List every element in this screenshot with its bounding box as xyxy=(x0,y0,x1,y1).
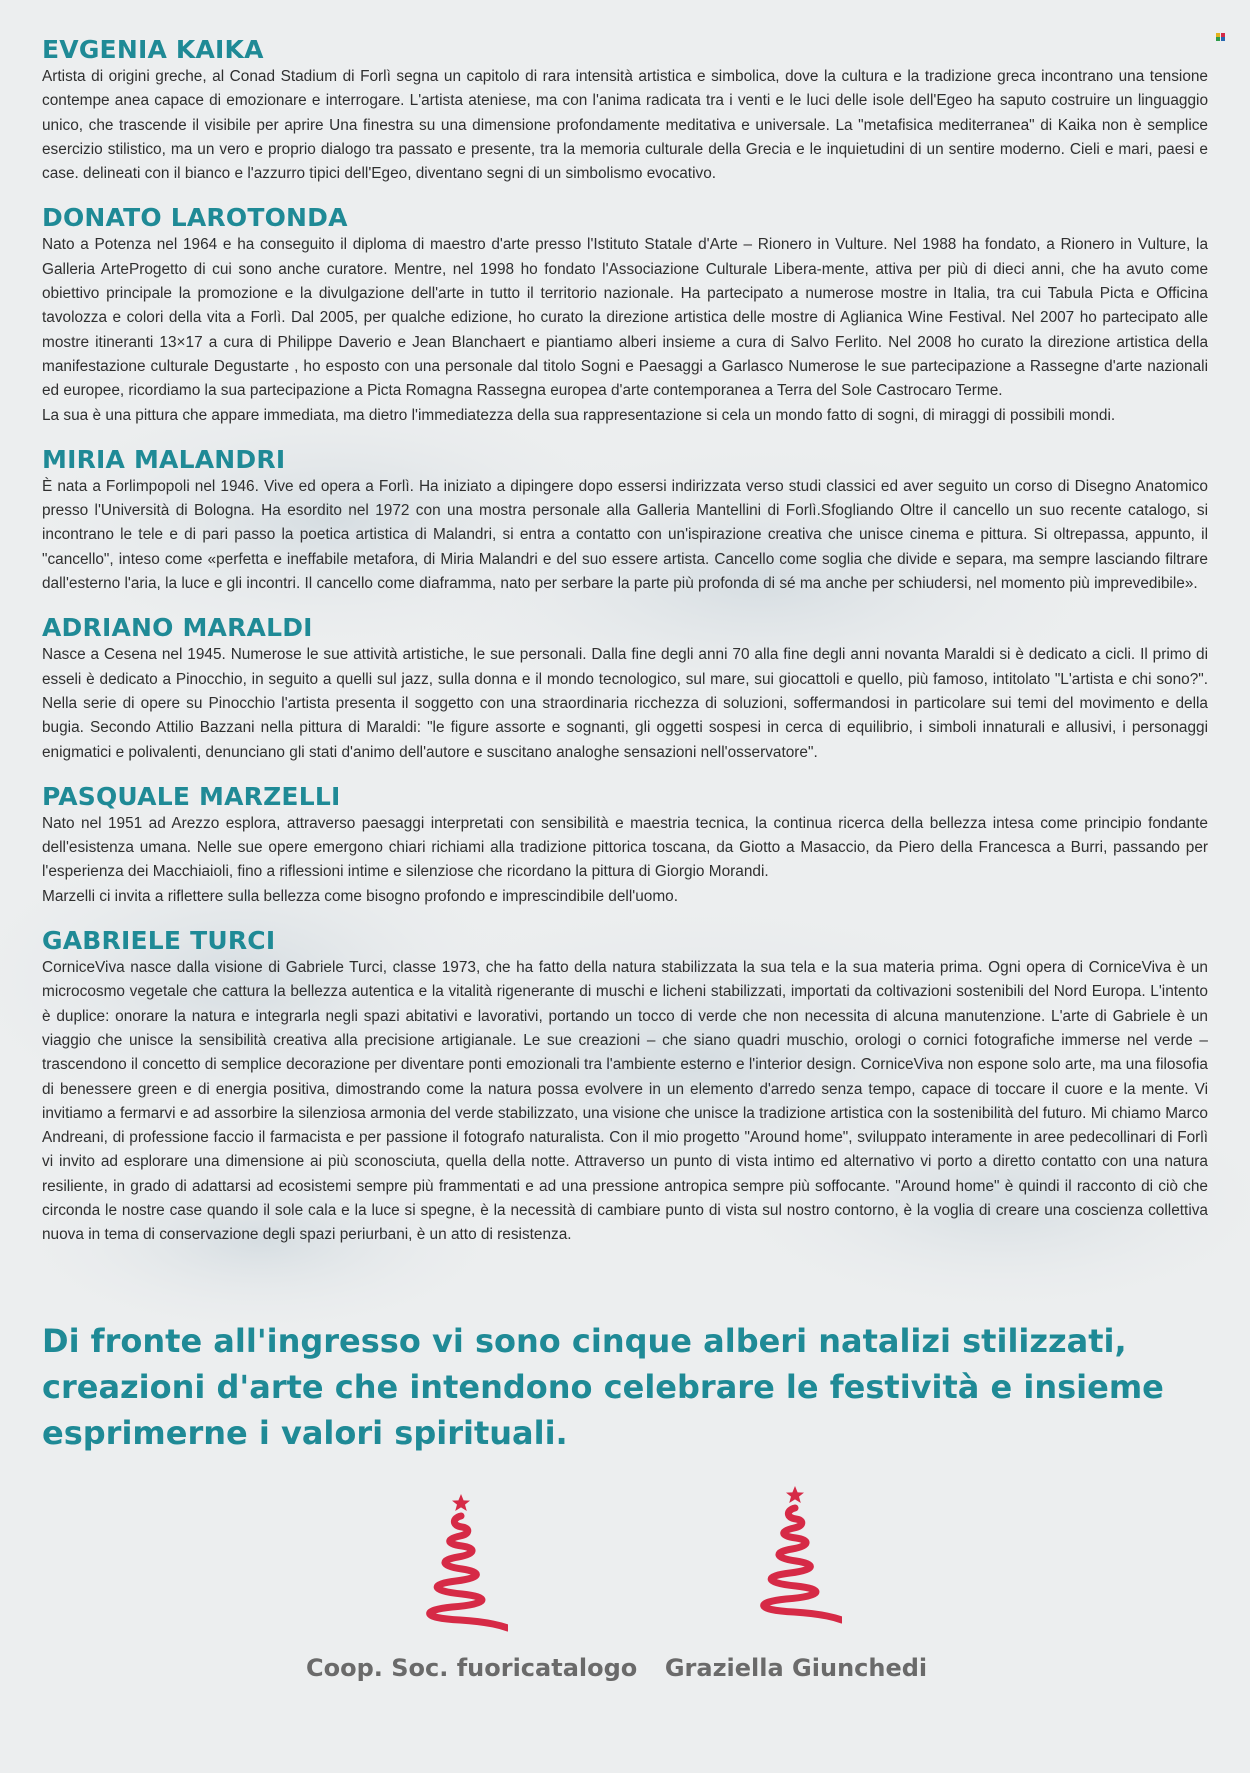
artist-bio xyxy=(42,812,1208,909)
artist-section-larotonda xyxy=(42,202,1208,427)
sponsor-name: Coop. Soc. fuoricatalogo xyxy=(306,1654,638,1682)
sponsor-label-fuoricatalogo xyxy=(306,1654,638,1682)
bio-paragraph: È nata a Forlimpopoli nel 1946. Vive ed opera a Forlì. Ha iniziato a dipingere dopo essersi indirizzata verso studi classici ed aver seguito un corso di Disegno Anatomico presso l'Università di Bologna. Ha esordito nel 1972 con una mostra personale alla Galleria Mantellini di Forlì.Sfogliando Oltre il cancello un suo recente catalogo, si incontrano le tele e di pari passo la poetica artistica di Malandri, si entra a contatto con un'ispirazione creativa che unisce cinema e pittura. Si oltrepassa, appunto, il "cancello", inteso come «perfetta e ineffabile metafora, di Miria Malandri e del suo essere artista. Cancello come soglia che divide e separa, ma sempre lasciando filtrare dall'esterno l'aria, la luce e gli incontri. Il cancello come diaframma, nato per serbare la parte più profonda di sé ma anche per schiudersi, nel momento più imprevedibile». xyxy=(42,477,1208,593)
artist-bio xyxy=(42,233,1208,427)
closing-statement: Di fronte all'ingresso vi sono cinque alberi natalizi stilizzati, creazioni d'arte che intendono celebrare le festività e insieme esprimerne i valori spirituali. xyxy=(42,1322,1164,1452)
artist-section-marzelli xyxy=(42,781,1208,909)
artist-bio xyxy=(42,65,1208,186)
artist-name: GABRIELE TURCI xyxy=(42,926,276,956)
artist-bio xyxy=(42,956,1208,1248)
artist-section-kaika xyxy=(42,34,1208,186)
bio-paragraph: Nato nel 1951 ad Arezzo esplora, attraverso paesaggi interpretati con sensibilità e maestria tecnica, la continua ricerca della bellezza intesa come principio fondante dell'esistenza umana. Nelle sue opere emergono chiari richiami alla tradizione pittorica toscana, da Giotto a Masaccio, da Piero della Francesca a Burri, passando per l'esperienza dei Macchiaioli, fino a riflessioni intime e silenziose che ricordano la pittura di Giorgio Morandi. xyxy=(42,814,1208,881)
bio-paragraph: Marzelli ci invita a riflettere sulla bellezza come bisogno profondo e imprescindibile dell'uomo. xyxy=(42,887,678,905)
christmas-tree-icon xyxy=(412,1492,508,1632)
bio-paragraph: CorniceViva nasce dalla visione di Gabriele Turci, classe 1973, che ha fatto della natura stabilizzata la sua tela e la sua materia prima. Ogni opera di CorniceViva è un microcosmo vegetale che cattura la bellezza autentica e la vitalità rigenerante di muschi e licheni stabilizzati, importati da coltivazioni sostenibili del Nord Europa. L'intento è duplice: onorare la natura e integrarla negli spazi abitativi e lavorativi, portando un tocco di verde che non necessita di alcuna manutenzione. L'arte di Gabriele è un viaggio che unisce la sensibilità creativa alla precisione artigianale. Le sue creazioni – che siano quadri muschio, orologi o cornici fotografiche immerse nel verde – trascendono il concetto di semplice decorazione per diventare ponti emozionali tra l'ambiente esterno e l'interior design. CorniceViva non espone solo arte, ma una filosofia di benessere green e di energia positiva, dimostrando come la natura possa evolvere in un elemento d'arredo senza tempo, capace di toccare il cuore e la mente. Vi invitiamo a fermarvi e ad assorbire la silenziosa armonia del verde stabilizzato, una visione che unisce la tradizione artistica con la sostenibilità del futuro. Mi chiamo Marco Andreani, di professione faccio il farmacista e per passione il fotografo naturalista. Con il mio progetto "Around home", sviluppato interamente in aree pedecollinari di Forlì vi invito ad esplorare una dimensione ai più sconosciuta, quella della notte. Attraverso un punto di vista intimo ed alternativo vi porto a diretto contatto con una natura resiliente, in grado di adattarsi ad ecosistemi sempre più frammentati e ad una pressione antropica sempre più soffocante. "Around home" è quindi il racconto di ciò che circonda le nostre case quando il sole cala e la luce si spegne, è la necessità di cambiare punto di vista sul nostro contorno, è la voglia di creare una coscienza collettiva nuova in tema di conservazione degli spazi periurbani, è un atto di resistenza. xyxy=(42,959,1208,1244)
artist-list xyxy=(42,34,1208,1264)
sponsor-giunchedi xyxy=(734,1484,854,1624)
artist-bio xyxy=(42,643,1208,764)
artist-name: PASQUALE MARZELLI xyxy=(42,781,341,811)
artist-name: MIRIA MALANDRI xyxy=(42,444,286,474)
artist-name: EVGENIA KAIKA xyxy=(42,35,264,64)
artist-name: DONATO LAROTONDA xyxy=(42,203,348,233)
bio-paragraph: Artista di origini greche, al Conad Stadium di Forlì segna un capitolo di rara intensità artistica e simbolica, dove la cultura e la tradizione greca incontrano una tensione contempe anea capace di emozionare e interrogare. L'artista ateniese, ma con l'anima radicata tra i venti e le luci delle isole dell'Egeo ha saputo costruire un linguaggio unico, che trascende il visibile per aprire Una finestra su una dimensione profondamente meditativa e universale. La "metafisica mediterranea" di Kaika non è semplice esercizio stilistico, ma un vero e proprio dialogo tra passato e presente, tra la memoria culturale della Grecia e le inquietudini di un sentire moderno. Cieli e mari, paesi e case. delineati con il bianco e l'azzurro tipici dell'Egeo, diventano segni di un simbolismo evocativo. xyxy=(42,68,1208,183)
artist-section-maraldi xyxy=(42,612,1208,764)
bio-paragraph: Nasce a Cesena nel 1945. Numerose le sue attività artistiche, le sue personali. Dalla fine degli anni 70 alla fine degli anni novanta Maraldi si è dedicato a cicli. Il primo di esseli è dedicato a Pinocchio, in seguito a quelli sul jazz, sulla donna e il mondo tecnologico, sul mare, sui giocattoli e quello, più famoso, intitolato "L'artista e chi sono?". Nella serie di opere su Pinocchio l'artista presenta il soggetto con una straordinaria ricchezza di soluzioni, soffermandosi in particolare sui temi del movimento e della bugia. Secondo Attilio Bazzani nella pittura di Maraldi: "le figure assorte e sognanti, gli oggetti sospesi in cerca di equilibrio, i simboli innaturali e allusivi, i personaggi enigmatici e polivalenti, denunciano gli stati d'animo dell'autore e suscitano analoghe sensazioni nell'osservatore". xyxy=(42,646,1208,761)
color-squares-icon xyxy=(1216,33,1226,41)
bio-paragraph: Nato a Potenza nel 1964 e ha conseguito il diploma di maestro d'arte presso l'Istituto Statale d'Arte – Rionero in Vulture. Nel 1988 ha fondato, a Rionero in Vulture, la Galleria ArteProgetto di cui sono anche curatore. Mentre, nel 1998 ho fondato l'Associazione Culturale Libera-mente, attiva per più di dieci anni, che ha avuto come obiettivo principale la promozione e la divulgazione dell'arte in tutto il territorio nazionale. Ha partecipato a numerose mostre in Italia, tra cui Tabula Picta e Officina tavolozza e colori della vita a Forlì. Dal 2005, per qualche edizione, ho curato la direzione artistica delle mostre di Aglianica Wine Festival. Nel 2007 ho partecipato alle mostre itineranti 13×17 a cura di Philippe Daverio e Jean Blanchaert e piantiamo alberi insieme a cura di Salvo Ferlito. Nel 2008 ho curato la direzione artistica della manifestazione culturale Degustarte , ho esposto con una personale dal titolo Sogni e Paesaggi a Garlasco Numerose le sue partecipazione a Rassegne d'arte nazionali ed europee, ricordiamo la sua partecipazione a Picta Romagna Rassegna europea d'arte contemporanea a Terra del Sole Castrocaro Terme. xyxy=(42,236,1208,400)
artist-section-malandri xyxy=(42,444,1208,596)
bio-paragraph: La sua è una pittura che appare immediata, ma dietro l'immediatezza della sua rappresentazione si cela un mondo fatto di sogni, di miraggi di possibili mondi. xyxy=(42,406,1116,424)
sponsor-name: Graziella Giunchedi xyxy=(664,1654,928,1682)
sponsor-fuoricatalogo xyxy=(400,1492,520,1632)
artist-bio xyxy=(42,475,1208,596)
artist-name: ADRIANO MARALDI xyxy=(42,613,313,643)
christmas-tree-icon xyxy=(746,1484,842,1624)
sponsor-label-giunchedi xyxy=(646,1654,946,1682)
artist-section-turci xyxy=(42,925,1208,1248)
